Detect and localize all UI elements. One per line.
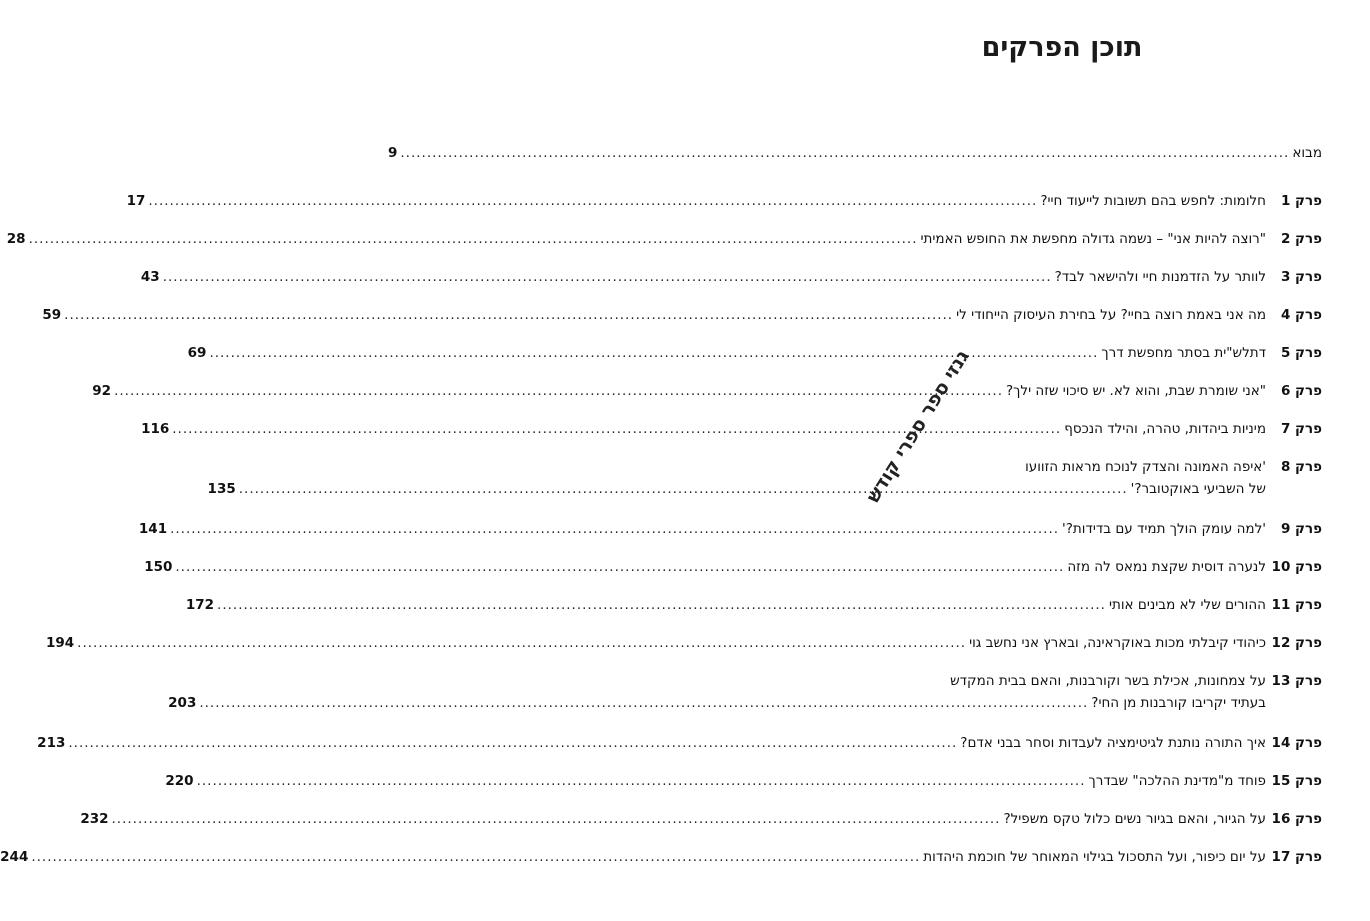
toc-entry-line xyxy=(168,693,1322,715)
chapter-title: על צמחונות, אכילת בשר וקורבנות, והאם בבית המקדש xyxy=(950,673,1266,689)
chapter-number: פרק 9 xyxy=(1280,521,1322,537)
page-number: 232 xyxy=(80,811,109,827)
page-title: תוכן הפרקים xyxy=(981,32,1143,63)
watermark-stamp: גנזי ספר ספרי קודש xyxy=(862,346,974,507)
chapter-title: חלומות: לחפש בהם תשובות לייעוד חיי? xyxy=(1040,193,1266,209)
page-number: 135 xyxy=(207,481,236,497)
toc-entry-line xyxy=(92,381,1322,403)
leader-dots xyxy=(112,809,1001,830)
chapter-number: פרק 8 xyxy=(1280,459,1322,475)
page-number: 194 xyxy=(45,635,75,651)
page-number: 150 xyxy=(144,559,173,575)
page-number: 92 xyxy=(92,383,112,399)
leader-dots xyxy=(163,267,1052,288)
chapter-title: על יום כיפור, ועל התסכול בגילוי המאוחר של חוכמת היהדות xyxy=(923,849,1266,865)
toc-entry-line xyxy=(387,143,1322,165)
chapter-number: פרק 10 xyxy=(1271,559,1322,575)
chapter-title: ההורים שלי לא מבינים אותי xyxy=(1108,597,1266,613)
toc-entry xyxy=(144,557,1322,579)
chapter-number: פרק 3 xyxy=(1280,269,1322,285)
chapter-title: "רוצה להיות אני" – נשמה גדולה מחפשת את החופש האמיתי xyxy=(920,231,1266,247)
page-number: 213 xyxy=(37,735,66,751)
chapter-title: "אני שומרת שבת, והוא לא. יש סיכוי שזה ילך? xyxy=(1006,383,1266,399)
leader-dots xyxy=(400,143,1289,164)
chapter-title: כיהודי קיבלתי מכות באוקראינה, ובארץ אני נחשב גוי xyxy=(969,635,1266,651)
chapter-title: דתלש"ית בסתר מחפשת דרך xyxy=(1101,345,1266,361)
chapter-title: פוחד מ"מדינת ההלכה" שבדרך xyxy=(1088,773,1266,789)
chapter-number: פרק 14 xyxy=(1271,735,1322,751)
page-number: 17 xyxy=(126,193,146,209)
chapter-number: פרק 11 xyxy=(1271,597,1322,613)
chapter-number: פרק 17 xyxy=(1271,849,1322,865)
chapter-title: על הגיור, והאם בגיור נשים כלול טקס משפיל? xyxy=(1003,811,1266,827)
page-number: 172 xyxy=(185,597,215,613)
leader-dots xyxy=(170,519,1059,540)
toc-entry-line xyxy=(126,191,1322,213)
page-number: 59 xyxy=(42,307,62,323)
toc-entry xyxy=(168,671,1322,715)
toc-entry-line xyxy=(187,343,1322,365)
leader-dots xyxy=(64,305,953,326)
leader-dots xyxy=(31,847,920,868)
page-number: 220 xyxy=(165,773,194,789)
leader-dots xyxy=(197,771,1086,792)
page-number: 244 xyxy=(0,849,29,865)
leader-dots xyxy=(175,557,1064,578)
toc-entry-line xyxy=(37,733,1322,755)
page-number: 43 xyxy=(140,269,160,285)
toc-entry-line xyxy=(165,771,1322,793)
chapter-number: פרק 13 xyxy=(1271,673,1322,689)
page-number: 116 xyxy=(141,421,170,437)
chapter-title: לנערה דוסית שקצת נמאס לה מזה xyxy=(1067,559,1266,575)
toc-entry xyxy=(185,595,1322,617)
toc-entry xyxy=(6,229,1322,251)
toc-entry xyxy=(187,343,1322,365)
toc-entry xyxy=(92,381,1322,403)
chapter-title: מבוא xyxy=(1292,145,1322,161)
page-number: 141 xyxy=(138,521,168,537)
page-number: 203 xyxy=(168,695,197,711)
toc-entry xyxy=(140,267,1322,289)
toc-entry-line xyxy=(140,267,1322,289)
chapter-title: איך התורה נותנת לגיטימציה לעבדות וסחר בבני אדם? xyxy=(960,735,1266,751)
leader-dots xyxy=(77,633,966,654)
leader-dots xyxy=(148,191,1037,212)
chapter-title: מה אני באמת רוצה בחיי? על בחירת העיסוק הייחודי לי xyxy=(956,307,1266,323)
chapter-number: פרק 1 xyxy=(1280,193,1322,209)
toc-entry-line xyxy=(144,557,1322,579)
page-number: 69 xyxy=(187,345,207,361)
leader-dots xyxy=(68,733,957,754)
toc-entry-line xyxy=(207,479,1322,501)
leader-dots xyxy=(239,479,1128,500)
toc-entry xyxy=(42,305,1322,327)
leader-dots xyxy=(29,229,918,250)
toc-entry-line xyxy=(138,519,1322,541)
chapter-title: בעתיד יקריבו קורבנות מן החי? xyxy=(1091,695,1266,711)
chapter-number: פרק 6 xyxy=(1280,383,1322,399)
toc-entry-line xyxy=(42,305,1322,327)
page-number: 28 xyxy=(6,231,26,247)
chapter-number: פרק 16 xyxy=(1271,811,1322,827)
leader-dots xyxy=(114,381,1003,402)
toc-entry-line xyxy=(0,847,1322,869)
toc-entry xyxy=(126,191,1322,213)
chapter-title: לוותר על הזדמנות חיי ולהישאר לבד? xyxy=(1054,269,1266,285)
chapter-title: 'למה עומק הולך תמיד עם בדידות?' xyxy=(1062,521,1266,537)
toc-entry xyxy=(80,809,1322,831)
chapter-title: 'איפה האמונה והצדק לנוכח מראות הזוועו xyxy=(1025,459,1266,475)
toc-entry xyxy=(45,633,1322,655)
chapter-number: פרק 2 xyxy=(1280,231,1322,247)
toc-entry xyxy=(0,847,1322,869)
toc-entry-line xyxy=(6,229,1322,251)
page-number: 9 xyxy=(387,145,398,161)
toc-entry xyxy=(165,771,1322,793)
chapter-number: פרק 4 xyxy=(1280,307,1322,323)
toc-entry xyxy=(387,143,1322,165)
toc-entry xyxy=(138,519,1322,541)
toc-entry-line xyxy=(824,671,1322,693)
chapter-title: של השביעי באוקטובר?' xyxy=(1130,481,1266,497)
leader-dots xyxy=(217,595,1106,616)
toc-entry-line xyxy=(185,595,1322,617)
chapter-number: פרק 15 xyxy=(1271,773,1322,789)
chapter-number: פרק 5 xyxy=(1280,345,1322,361)
toc-entry-line xyxy=(45,633,1322,655)
toc-entry xyxy=(37,733,1322,755)
toc-entry-line xyxy=(80,809,1322,831)
chapter-title: מיניות ביהדות, טהרה, והילד הנכסף xyxy=(1064,421,1266,437)
chapter-number: פרק 7 xyxy=(1280,421,1322,437)
chapter-number: פרק 12 xyxy=(1271,635,1322,651)
leader-dots xyxy=(199,693,1088,714)
